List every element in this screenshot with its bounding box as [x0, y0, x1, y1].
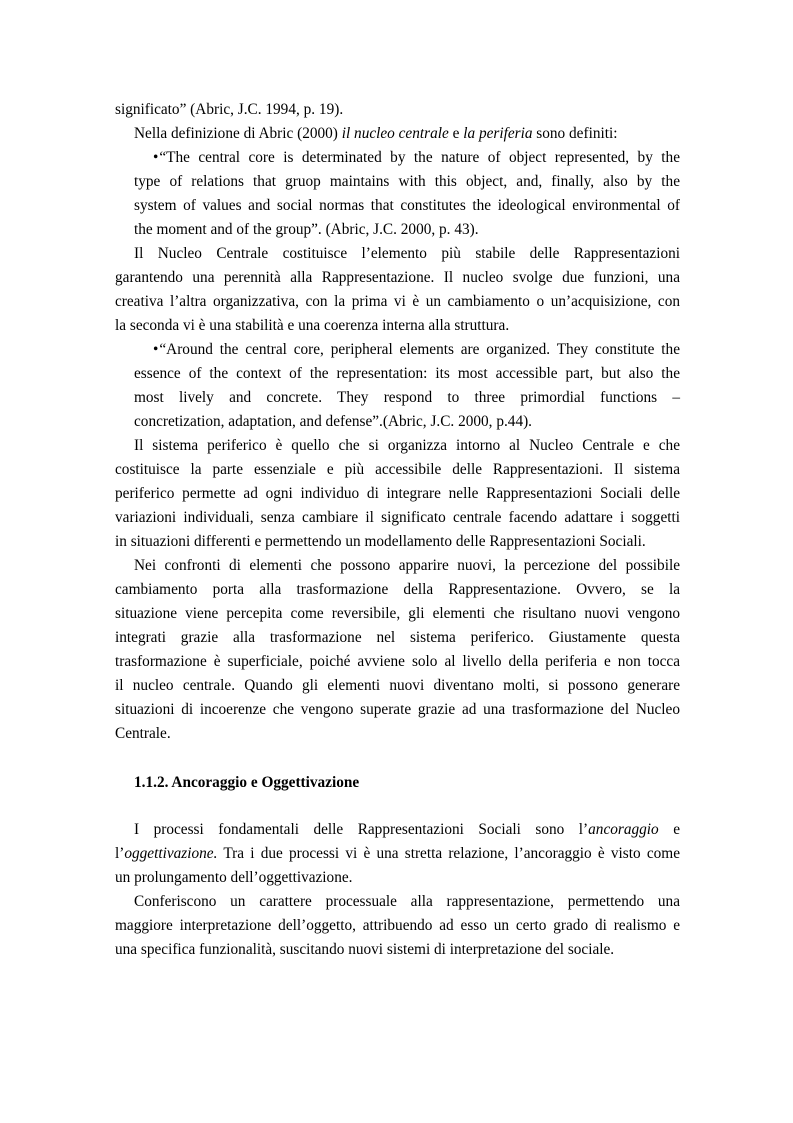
- text-line: variazioni individuali, senza cambiare il significato centrale facendo adattare i soggetti: [115, 509, 680, 526]
- text-line: Il Nucleo Centrale costituisce l’elemento più stabile delle Rappresentazioni: [134, 245, 680, 262]
- text-line: trasformazione è superficiale, poiché avviene solo al livello della periferia e non tocca: [115, 653, 680, 670]
- bullet-quote-line: essence of the context of the representation: its most accessible part, but also the: [134, 365, 680, 382]
- bullet-quote-line: •“Around the central core, peripheral elements are organized. They constitute the: [153, 341, 680, 358]
- text-line: Nella definizione di Abric (2000) il nucleo centrale e la periferia sono definiti:: [134, 125, 618, 142]
- text-line: la seconda vi è una stabilità e una coerenza interna alla struttura.: [115, 317, 510, 334]
- text-line: situazioni di incoerenze che vengono superate grazie ad una trasformazione del Nucleo: [115, 701, 680, 718]
- text-line: situazione viene percepita come reversibile, gli elementi che risultano nuovi vengono: [115, 605, 680, 622]
- text-line: Il sistema periferico è quello che si organizza intorno al Nucleo Centrale e che: [134, 437, 680, 454]
- italic-term: oggettivazione.: [124, 845, 218, 862]
- text-line: periferico permette ad ogni individuo di integrare nelle Rappresentazioni Sociali delle: [115, 485, 680, 502]
- bullet-quote-line: concretization, adaptation, and defense”.(Abric, J.C. 2000, p.44).: [134, 413, 533, 430]
- text-line: cambiamento porta alla trasformazione della Rappresentazione. Ovvero, se la: [115, 581, 680, 598]
- text-line: I processi fondamentali delle Rappresentazioni Sociali sono l’ancoraggio e: [134, 821, 680, 838]
- italic-term: ancoraggio: [588, 821, 659, 838]
- text-line: creativa l’altra organizzativa, con la prima vi è un cambiamento o un’acquisizione, con: [115, 293, 680, 310]
- bullet-quote-line: system of values and social normas that constitutes the ideological environmental of: [134, 197, 680, 214]
- text-line: garantendo una perennità alla Rappresentazione. Il nucleo svolge due funzioni, una: [115, 269, 680, 286]
- bullet-icon: •: [153, 341, 159, 358]
- text-line: Nei confronti di elementi che possono apparire nuovi, la percezione del possibile: [134, 557, 680, 574]
- italic-term: la periferia: [463, 125, 533, 142]
- section-heading: 1.1.2. Ancoraggio e Oggettivazione: [134, 774, 360, 791]
- text-line: costituisce la parte essenziale e più accessibile delle Rappresentazioni. Il sistema: [115, 461, 680, 478]
- bullet-quote-line: type of relations that gruop maintains with this object, and, finally, also by the: [134, 173, 680, 190]
- text-line: in situazioni differenti e permettendo un modellamento delle Rappresentazioni Sociali.: [115, 533, 646, 550]
- text-line: integrati grazie alla trasformazione nel sistema periferico. Giustamente questa: [115, 629, 680, 646]
- bullet-icon: •: [153, 149, 159, 166]
- text-line: maggiore interpretazione dell’oggetto, attribuendo ad esso un certo grado di realismo e: [115, 917, 680, 934]
- bullet-quote-line: most lively and concrete. They respond to three primordial functions –: [134, 389, 680, 406]
- bullet-quote-line: the moment and of the group”. (Abric, J.C. 2000, p. 43).: [134, 221, 479, 238]
- bullet-quote-line: •“The central core is determinated by the nature of object represented, by the: [153, 149, 680, 166]
- text-line: un prolungamento dell’oggettivazione.: [115, 869, 353, 886]
- text-line: significato” (Abric, J.C. 1994, p. 19).: [115, 101, 344, 118]
- text-line: l’oggettivazione. Tra i due processi vi è una stretta relazione, l’ancoraggio è visto come: [115, 845, 680, 862]
- text-line: una specifica funzionalità, suscitando nuovi sistemi di interpretazione del sociale.: [115, 941, 615, 958]
- text-line: Centrale.: [115, 725, 171, 742]
- text-line: il nucleo centrale. Quando gli elementi nuovi diventano molti, si possono generare: [115, 677, 680, 694]
- italic-term: il nucleo centrale: [341, 125, 449, 142]
- text-line: Conferiscono un carattere processuale alla rappresentazione, permettendo una: [134, 893, 680, 910]
